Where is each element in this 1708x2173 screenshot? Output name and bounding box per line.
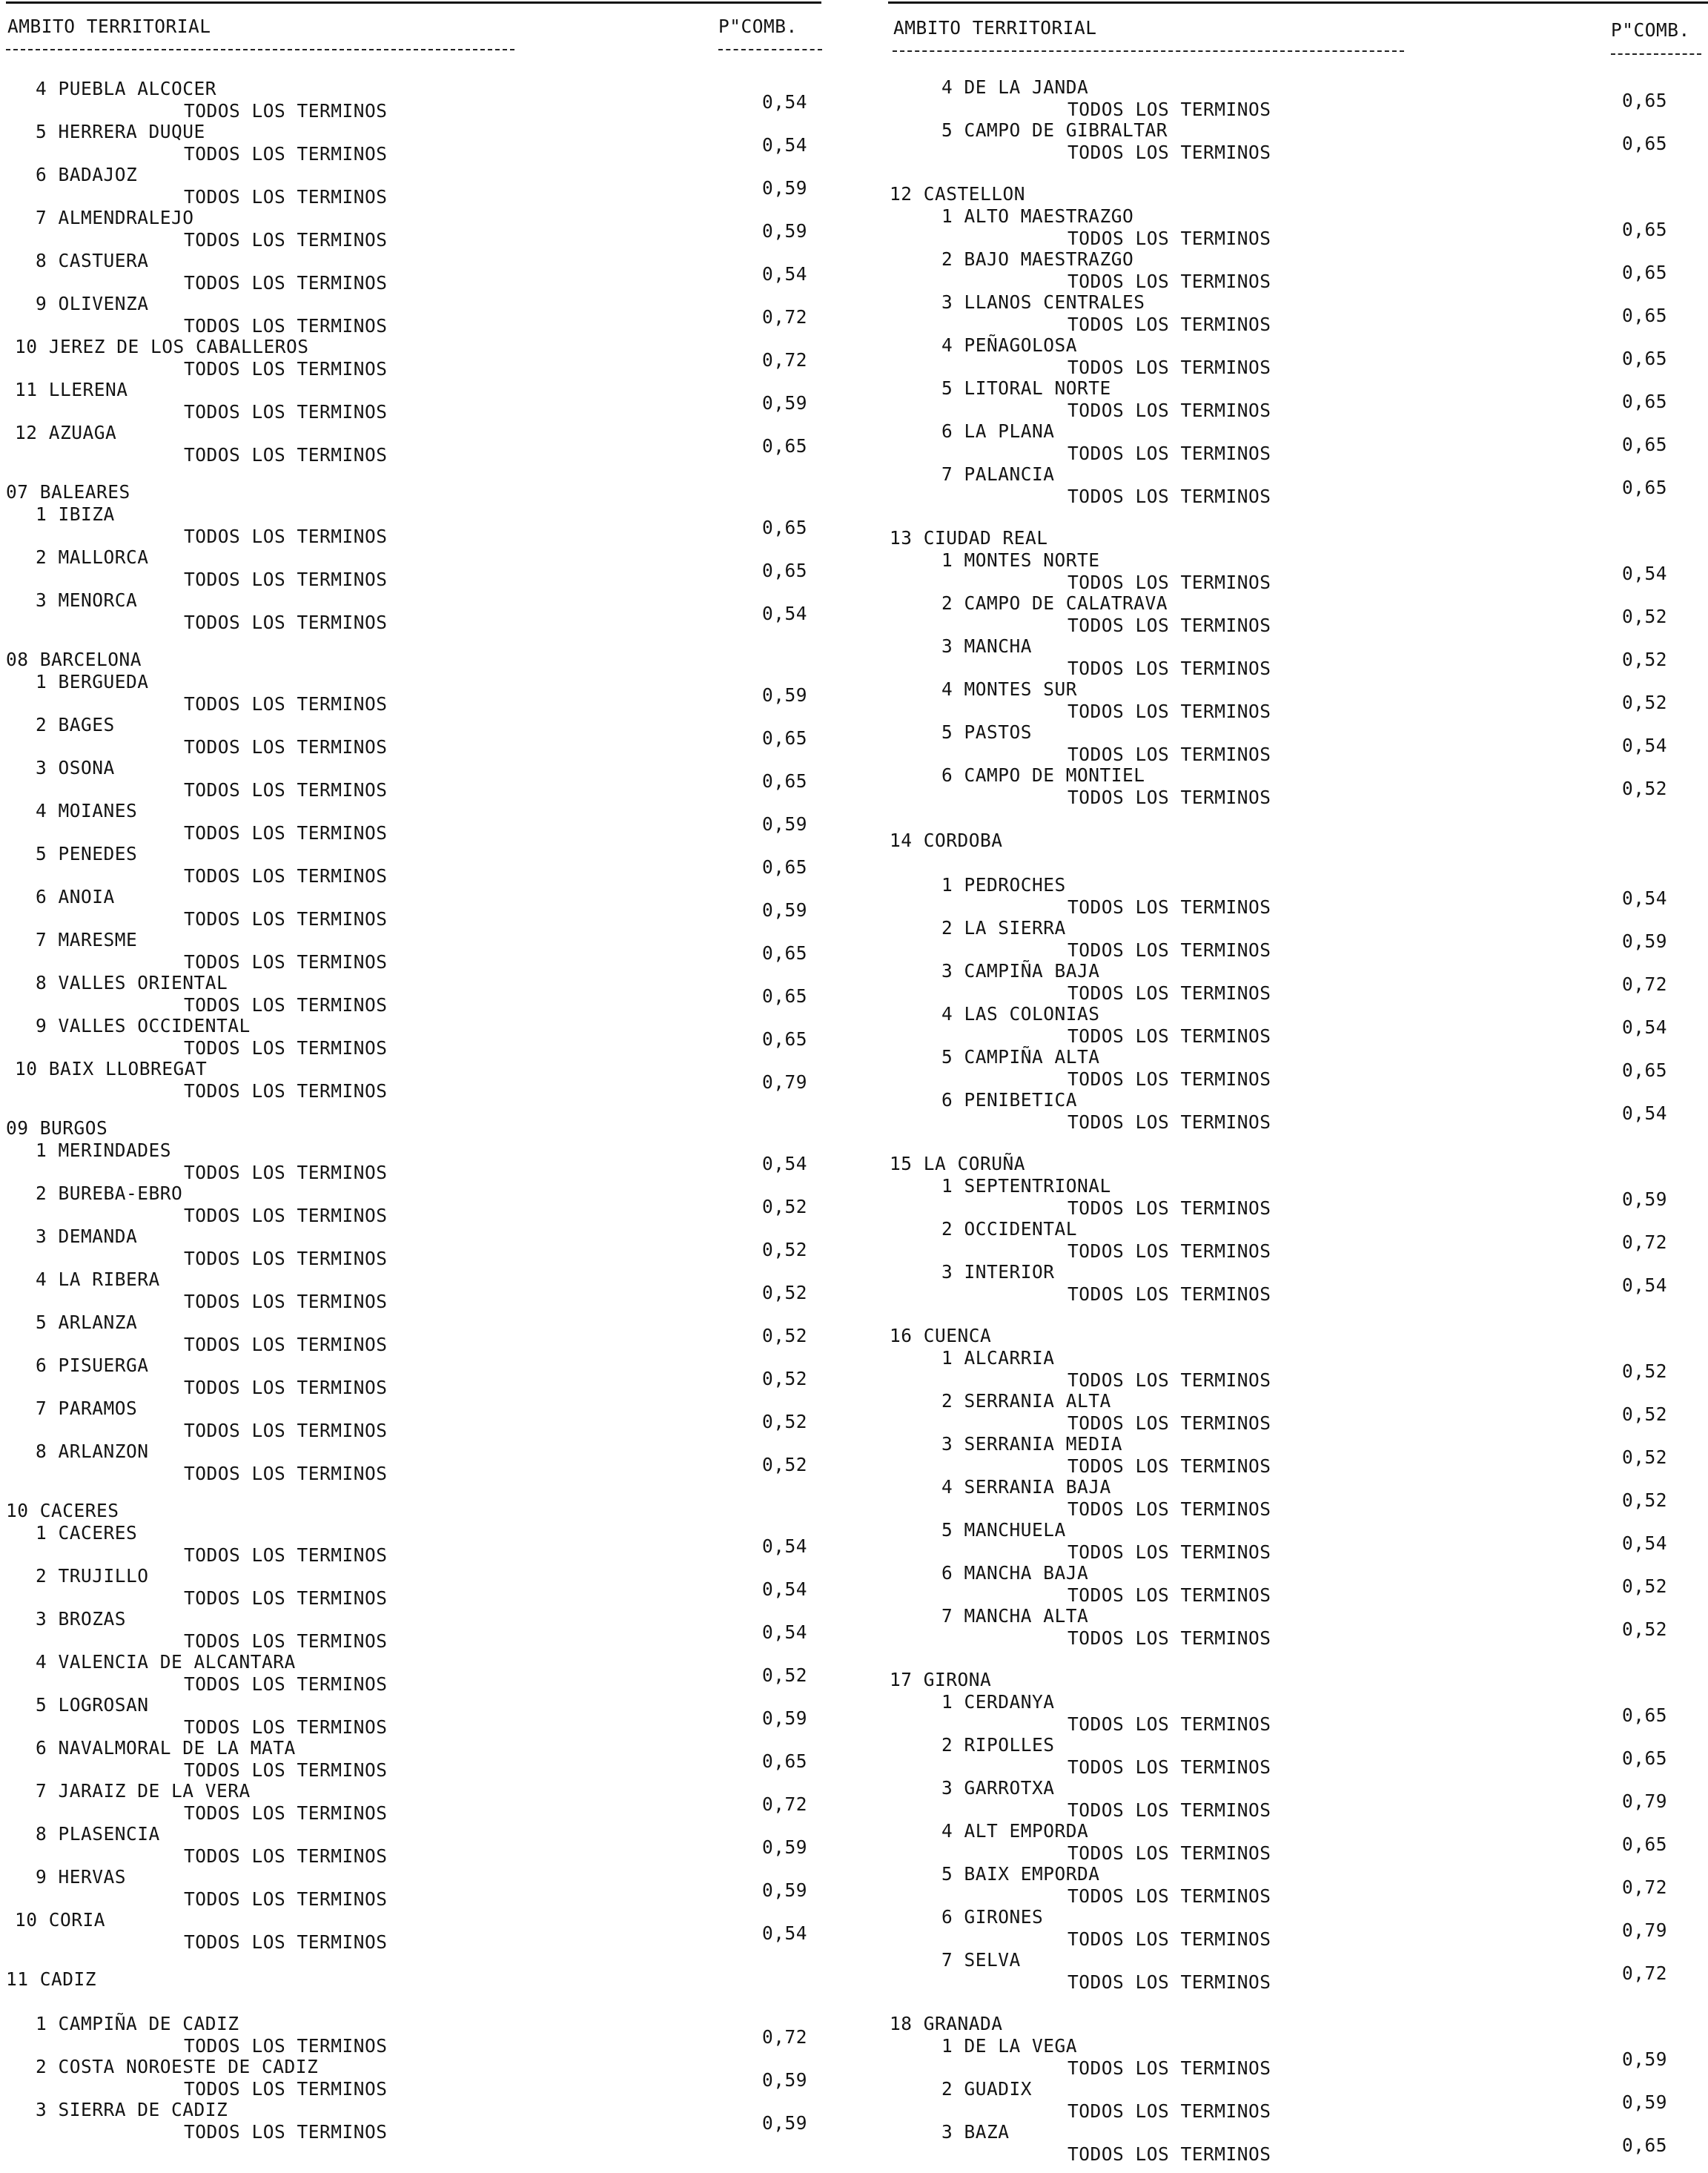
coefficient-value: 0,59 (762, 220, 808, 242)
coefficient-value: 0,65 (1622, 477, 1668, 498)
todos-los-terminos-label: TODOS LOS TERMINOS (184, 1759, 388, 1781)
coefficient-value: 0,52 (762, 1664, 808, 1686)
region-label: 8 ARLANZON (36, 1441, 149, 1462)
region-label: 2 LA SIERRA (941, 917, 1066, 939)
coefficient-value: 0,59 (762, 813, 808, 835)
todos-los-terminos-label: TODOS LOS TERMINOS (184, 143, 388, 165)
region-label: 4 MONTES SUR (941, 678, 1078, 700)
province-heading: 16 CUENCA (890, 1325, 992, 1346)
region-label: 4 SERRANIA BAJA (941, 1476, 1111, 1498)
todos-los-terminos-label: TODOS LOS TERMINOS (184, 1377, 388, 1398)
coefficient-value: 0,59 (762, 392, 808, 414)
coefficient-value: 0,52 (762, 1411, 808, 1432)
region-label: 1 CERDANYA (941, 1691, 1055, 1713)
region-label: 2 MALLORCA (36, 546, 149, 568)
region-label: 7 MANCHA ALTA (941, 1605, 1089, 1627)
todos-los-terminos-label: TODOS LOS TERMINOS (1068, 1756, 1271, 1778)
region-label: 6 PENIBETICA (941, 1089, 1078, 1111)
todos-los-terminos-label: TODOS LOS TERMINOS (1068, 400, 1271, 421)
coefficient-value: 0,54 (1622, 1102, 1668, 1124)
coefficient-value: 0,72 (1622, 973, 1668, 995)
region-label: 1 IBIZA (36, 503, 115, 525)
region-label: 6 LA PLANA (941, 420, 1055, 442)
todos-los-terminos-label: TODOS LOS TERMINOS (1068, 1541, 1271, 1563)
region-label: 6 PISUERGA (36, 1355, 149, 1376)
todos-los-terminos-label: TODOS LOS TERMINOS (1068, 982, 1271, 1004)
coefficient-value: 0,52 (1622, 1489, 1668, 1511)
todos-los-terminos-label: TODOS LOS TERMINOS (1068, 228, 1271, 249)
header-ambito: AMBITO TERRITORIAL (893, 17, 1097, 39)
region-label: 2 GUADIX (941, 2078, 1033, 2100)
todos-los-terminos-label: TODOS LOS TERMINOS (184, 1630, 388, 1652)
header-underline (6, 49, 514, 50)
header-underline (718, 49, 822, 50)
coefficient-value: 0,54 (762, 1153, 808, 1174)
region-label: 4 LAS COLONIAS (941, 1003, 1100, 1025)
coefficient-value: 0,52 (1622, 778, 1668, 799)
todos-los-terminos-label: TODOS LOS TERMINOS (184, 315, 388, 337)
header-pcomb: P"COMB. (718, 16, 798, 37)
top-rule (888, 1, 1708, 4)
todos-los-terminos-label: TODOS LOS TERMINOS (1068, 1240, 1271, 1262)
region-label: 6 CAMPO DE MONTIEL (941, 764, 1145, 786)
region-label: 4 PEÑAGOLOSA (941, 334, 1078, 356)
coefficient-value: 0,52 (762, 1454, 808, 1475)
region-label: 1 CAMPIÑA DE CADIZ (36, 2013, 239, 2034)
region-label: 12 AZUAGA (15, 422, 117, 443)
region-label: 5 CAMPO DE GIBRALTAR (941, 119, 1168, 141)
todos-los-terminos-label: TODOS LOS TERMINOS (184, 612, 388, 633)
todos-los-terminos-label: TODOS LOS TERMINOS (1068, 1799, 1271, 1821)
todos-los-terminos-label: TODOS LOS TERMINOS (1068, 1111, 1271, 1133)
region-label: 5 MANCHUELA (941, 1519, 1066, 1541)
header-pcomb: P"COMB. (1611, 19, 1690, 41)
region-label: 6 BADAJOZ (36, 164, 138, 185)
coefficient-value: 0,65 (762, 856, 808, 878)
todos-los-terminos-label: TODOS LOS TERMINOS (1068, 443, 1271, 464)
coefficient-value: 0,52 (1622, 1446, 1668, 1468)
coefficient-value: 0,59 (762, 2112, 808, 2134)
coefficient-value: 0,59 (762, 899, 808, 921)
todos-los-terminos-label: TODOS LOS TERMINOS (1068, 787, 1271, 808)
todos-los-terminos-label: TODOS LOS TERMINOS (1068, 271, 1271, 292)
left-column (0, 0, 830, 2173)
coefficient-value: 0,54 (762, 1578, 808, 1600)
coefficient-value: 0,52 (1622, 1403, 1668, 1425)
region-label: 2 BUREBA-EBRO (36, 1183, 183, 1204)
coefficient-value: 0,65 (762, 770, 808, 792)
province-heading: 09 BURGOS (6, 1117, 108, 1139)
todos-los-terminos-label: TODOS LOS TERMINOS (184, 1673, 388, 1695)
coefficient-value: 0,65 (1622, 1747, 1668, 1769)
todos-los-terminos-label: TODOS LOS TERMINOS (184, 865, 388, 887)
coefficient-value: 0,65 (762, 560, 808, 581)
coefficient-value: 0,52 (762, 1325, 808, 1346)
region-label: 3 INTERIOR (941, 1261, 1055, 1283)
coefficient-value: 0,54 (1622, 1016, 1668, 1038)
todos-los-terminos-label: TODOS LOS TERMINOS (184, 1420, 388, 1441)
region-label: 7 MARESME (36, 929, 138, 950)
region-label: 11 LLERENA (15, 379, 128, 400)
region-label: 2 TRUJILLO (36, 1565, 149, 1587)
todos-los-terminos-label: TODOS LOS TERMINOS (184, 186, 388, 208)
coefficient-value: 0,59 (1622, 2091, 1668, 2113)
todos-los-terminos-label: TODOS LOS TERMINOS (1068, 1197, 1271, 1219)
todos-los-terminos-label: TODOS LOS TERMINOS (1068, 1928, 1271, 1950)
coefficient-value: 0,54 (1622, 887, 1668, 909)
coefficient-value: 0,65 (1622, 90, 1668, 111)
coefficient-value: 0,52 (762, 1239, 808, 1260)
region-label: 10 BAIX LLOBREGAT (15, 1058, 208, 1079)
coefficient-value: 0,65 (762, 1028, 808, 1050)
todos-los-terminos-label: TODOS LOS TERMINOS (1068, 1885, 1271, 1907)
todos-los-terminos-label: TODOS LOS TERMINOS (184, 908, 388, 930)
region-label: 3 OSONA (36, 757, 115, 778)
region-label: 7 PARAMOS (36, 1398, 138, 1419)
coefficient-value: 0,72 (762, 1793, 808, 1815)
todos-los-terminos-label: TODOS LOS TERMINOS (1068, 658, 1271, 679)
region-label: 2 OCCIDENTAL (941, 1218, 1078, 1240)
coefficient-value: 0,52 (1622, 1575, 1668, 1597)
region-label: 2 SERRANIA ALTA (941, 1390, 1111, 1412)
region-label: 2 BAGES (36, 714, 115, 735)
region-label: 4 MOIANES (36, 800, 138, 821)
coefficient-value: 0,65 (762, 517, 808, 538)
region-label: 7 PALANCIA (941, 463, 1055, 485)
coefficient-value: 0,65 (1622, 133, 1668, 154)
region-label: 3 CAMPIÑA BAJA (941, 960, 1100, 982)
region-label: 1 MONTES NORTE (941, 549, 1100, 571)
region-label: 2 BAJO MAESTRAZGO (941, 248, 1134, 270)
todos-los-terminos-label: TODOS LOS TERMINOS (184, 401, 388, 423)
coefficient-value: 0,72 (1622, 1962, 1668, 1984)
todos-los-terminos-label: TODOS LOS TERMINOS (1068, 1455, 1271, 1477)
coefficient-value: 0,54 (762, 603, 808, 624)
todos-los-terminos-label: TODOS LOS TERMINOS (184, 1291, 388, 1312)
coefficient-value: 0,52 (1622, 606, 1668, 627)
todos-los-terminos-label: TODOS LOS TERMINOS (184, 693, 388, 715)
coefficient-value: 0,59 (762, 1707, 808, 1729)
region-label: 7 ALMENDRALEJO (36, 207, 194, 228)
region-label: 4 VALENCIA DE ALCANTARA (36, 1651, 296, 1673)
region-label: 3 GARROTXA (941, 1777, 1055, 1799)
region-label: 5 LOGROSAN (36, 1694, 149, 1716)
todos-los-terminos-label: TODOS LOS TERMINOS (1068, 1498, 1271, 1520)
coefficient-value: 0,79 (1622, 1790, 1668, 1812)
todos-los-terminos-label: TODOS LOS TERMINOS (184, 1080, 388, 1102)
coefficient-value: 0,79 (762, 1071, 808, 1093)
coefficient-value: 0,72 (1622, 1876, 1668, 1898)
coefficient-value: 0,59 (762, 177, 808, 199)
region-label: 5 CAMPIÑA ALTA (941, 1046, 1100, 1068)
todos-los-terminos-label: TODOS LOS TERMINOS (1068, 1627, 1271, 1649)
province-heading: 14 CORDOBA (890, 830, 1003, 851)
coefficient-value: 0,59 (1622, 1188, 1668, 1210)
todos-los-terminos-label: TODOS LOS TERMINOS (184, 2035, 388, 2057)
coefficient-value: 0,65 (1622, 305, 1668, 326)
todos-los-terminos-label: TODOS LOS TERMINOS (184, 1544, 388, 1566)
coefficient-value: 0,54 (762, 91, 808, 113)
todos-los-terminos-label: TODOS LOS TERMINOS (1068, 615, 1271, 636)
right-column (882, 0, 1708, 2173)
coefficient-value: 0,65 (762, 942, 808, 964)
coefficient-value: 0,54 (1622, 1274, 1668, 1296)
coefficient-value: 0,52 (1622, 692, 1668, 713)
region-label: 4 DE LA JANDA (941, 76, 1089, 98)
region-label: 1 PEDROCHES (941, 874, 1066, 896)
coefficient-value: 0,65 (762, 1750, 808, 1772)
region-label: 2 CAMPO DE CALATRAVA (941, 592, 1168, 614)
todos-los-terminos-label: TODOS LOS TERMINOS (184, 272, 388, 294)
coefficient-value: 0,54 (1622, 1532, 1668, 1554)
coefficient-value: 0,59 (1622, 930, 1668, 952)
coefficient-value: 0,65 (1622, 434, 1668, 455)
coefficient-value: 0,65 (1622, 1059, 1668, 1081)
todos-los-terminos-label: TODOS LOS TERMINOS (184, 736, 388, 758)
coefficient-value: 0,52 (1622, 1360, 1668, 1382)
province-heading: 17 GIRONA (890, 1669, 992, 1690)
region-label: 2 RIPOLLES (941, 1734, 1055, 1756)
todos-los-terminos-label: TODOS LOS TERMINOS (184, 358, 388, 380)
todos-los-terminos-label: TODOS LOS TERMINOS (1068, 1068, 1271, 1090)
region-label: 3 SIERRA DE CADIZ (36, 2099, 228, 2120)
todos-los-terminos-label: TODOS LOS TERMINOS (1068, 1412, 1271, 1434)
region-label: 4 LA RIBERA (36, 1269, 160, 1290)
todos-los-terminos-label: TODOS LOS TERMINOS (184, 1205, 388, 1226)
todos-los-terminos-label: TODOS LOS TERMINOS (184, 2078, 388, 2100)
region-label: 6 ANOIA (36, 886, 115, 907)
region-label: 1 DE LA VEGA (941, 2035, 1078, 2057)
coefficient-value: 0,52 (1622, 1618, 1668, 1640)
coefficient-value: 0,54 (762, 263, 808, 285)
region-label: 3 DEMANDA (36, 1226, 138, 1247)
province-heading: 10 CACERES (6, 1500, 119, 1521)
todos-los-terminos-label: TODOS LOS TERMINOS (1068, 744, 1271, 765)
coefficient-value: 0,59 (1622, 2048, 1668, 2070)
todos-los-terminos-label: TODOS LOS TERMINOS (1068, 357, 1271, 378)
coefficient-value: 0,54 (1622, 563, 1668, 584)
coefficient-value: 0,65 (762, 727, 808, 749)
todos-los-terminos-label: TODOS LOS TERMINOS (1068, 1713, 1271, 1735)
todos-los-terminos-label: TODOS LOS TERMINOS (1068, 99, 1271, 120)
todos-los-terminos-label: TODOS LOS TERMINOS (184, 1845, 388, 1867)
coefficient-value: 0,54 (762, 1621, 808, 1643)
region-label: 2 COSTA NOROESTE DE CADIZ (36, 2056, 319, 2077)
header-underline (893, 50, 1404, 52)
province-heading: 13 CIUDAD REAL (890, 527, 1048, 549)
coefficient-value: 0,72 (762, 306, 808, 328)
coefficient-value: 0,59 (762, 2069, 808, 2091)
todos-los-terminos-label: TODOS LOS TERMINOS (1068, 1971, 1271, 1993)
region-label: 3 BROZAS (36, 1608, 127, 1630)
coefficient-value: 0,59 (762, 1836, 808, 1858)
region-label: 8 VALLES ORIENTAL (36, 972, 228, 993)
todos-los-terminos-label: TODOS LOS TERMINOS (1068, 2143, 1271, 2165)
todos-los-terminos-label: TODOS LOS TERMINOS (1068, 1025, 1271, 1047)
region-label: 4 PUEBLA ALCOCER (36, 78, 217, 99)
todos-los-terminos-label: TODOS LOS TERMINOS (1068, 1369, 1271, 1391)
todos-los-terminos-label: TODOS LOS TERMINOS (184, 444, 388, 466)
top-rule (6, 1, 821, 4)
todos-los-terminos-label: TODOS LOS TERMINOS (184, 1802, 388, 1824)
todos-los-terminos-label: TODOS LOS TERMINOS (184, 951, 388, 973)
region-label: 5 ARLANZA (36, 1312, 138, 1333)
coefficient-value: 0,59 (762, 1879, 808, 1901)
todos-los-terminos-label: TODOS LOS TERMINOS (184, 1248, 388, 1269)
coefficient-value: 0,65 (762, 435, 808, 457)
region-label: 9 VALLES OCCIDENTAL (36, 1015, 251, 1036)
coefficient-value: 0,52 (1622, 649, 1668, 670)
coefficient-value: 0,54 (762, 134, 808, 156)
coefficient-value: 0,65 (1622, 391, 1668, 412)
region-label: 1 BERGUEDA (36, 671, 149, 692)
coefficient-value: 0,79 (1622, 1919, 1668, 1941)
region-label: 6 NAVALMORAL DE LA MATA (36, 1737, 296, 1759)
region-label: 4 ALT EMPORDA (941, 1820, 1089, 1842)
coefficient-value: 0,54 (762, 1535, 808, 1557)
region-label: 3 MENORCA (36, 589, 138, 611)
region-label: 1 MERINDADES (36, 1140, 172, 1161)
coefficient-value: 0,72 (762, 349, 808, 371)
todos-los-terminos-label: TODOS LOS TERMINOS (1068, 486, 1271, 507)
todos-los-terminos-label: TODOS LOS TERMINOS (184, 1162, 388, 1183)
coefficient-value: 0,52 (762, 1282, 808, 1303)
todos-los-terminos-label: TODOS LOS TERMINOS (1068, 142, 1271, 163)
todos-los-terminos-label: TODOS LOS TERMINOS (1068, 896, 1271, 918)
todos-los-terminos-label: TODOS LOS TERMINOS (184, 2121, 388, 2143)
region-label: 1 CACERES (36, 1522, 138, 1544)
coefficient-value: 0,59 (762, 684, 808, 706)
todos-los-terminos-label: TODOS LOS TERMINOS (184, 100, 388, 122)
todos-los-terminos-label: TODOS LOS TERMINOS (1068, 1283, 1271, 1305)
todos-los-terminos-label: TODOS LOS TERMINOS (184, 779, 388, 801)
todos-los-terminos-label: TODOS LOS TERMINOS (1068, 1584, 1271, 1606)
province-heading: 07 BALEARES (6, 481, 130, 503)
province-heading: 12 CASTELLON (890, 183, 1026, 205)
region-label: 5 HERRERA DUQUE (36, 121, 205, 142)
coefficient-value: 0,72 (1622, 1231, 1668, 1253)
coefficient-value: 0,54 (1622, 735, 1668, 756)
todos-los-terminos-label: TODOS LOS TERMINOS (1068, 572, 1271, 593)
todos-los-terminos-label: TODOS LOS TERMINOS (184, 994, 388, 1016)
region-label: 3 LLANOS CENTRALES (941, 291, 1145, 313)
todos-los-terminos-label: TODOS LOS TERMINOS (184, 229, 388, 251)
coefficient-value: 0,65 (1622, 219, 1668, 240)
coefficient-value: 0,65 (762, 985, 808, 1007)
region-label: 8 PLASENCIA (36, 1823, 160, 1845)
coefficient-value: 0,54 (762, 1922, 808, 1944)
region-label: 5 PENEDES (36, 843, 138, 864)
todos-los-terminos-label: TODOS LOS TERMINOS (184, 822, 388, 844)
region-label: 1 ALCARRIA (941, 1347, 1055, 1369)
header-ambito: AMBITO TERRITORIAL (7, 16, 211, 37)
region-label: 8 CASTUERA (36, 250, 149, 271)
coefficient-value: 0,52 (762, 1368, 808, 1389)
coefficient-value: 0,65 (1622, 262, 1668, 283)
coefficient-value: 0,65 (1622, 1704, 1668, 1726)
region-label: 6 MANCHA BAJA (941, 1562, 1089, 1584)
todos-los-terminos-label: TODOS LOS TERMINOS (1068, 2057, 1271, 2079)
todos-los-terminos-label: TODOS LOS TERMINOS (1068, 1842, 1271, 1864)
todos-los-terminos-label: TODOS LOS TERMINOS (184, 1463, 388, 1484)
region-label: 5 BAIX EMPORDA (941, 1863, 1100, 1885)
coefficient-value: 0,65 (1622, 348, 1668, 369)
todos-los-terminos-label: TODOS LOS TERMINOS (184, 569, 388, 590)
todos-los-terminos-label: TODOS LOS TERMINOS (184, 526, 388, 547)
region-label: 1 ALTO MAESTRAZGO (941, 205, 1134, 227)
todos-los-terminos-label: TODOS LOS TERMINOS (184, 1888, 388, 1910)
todos-los-terminos-label: TODOS LOS TERMINOS (184, 1587, 388, 1609)
todos-los-terminos-label: TODOS LOS TERMINOS (184, 1931, 388, 1953)
region-label: 3 BAZA (941, 2121, 1010, 2143)
todos-los-terminos-label: TODOS LOS TERMINOS (1068, 701, 1271, 722)
region-label: 9 OLIVENZA (36, 293, 149, 314)
region-label: 5 LITORAL NORTE (941, 377, 1111, 399)
header-underline (1611, 53, 1701, 55)
todos-los-terminos-label: TODOS LOS TERMINOS (1068, 2100, 1271, 2122)
region-label: 5 PASTOS (941, 721, 1033, 743)
region-label: 10 JEREZ DE LOS CABALLEROS (15, 336, 309, 357)
todos-los-terminos-label: TODOS LOS TERMINOS (184, 1716, 388, 1738)
region-label: 9 HERVAS (36, 1866, 127, 1888)
coefficient-value: 0,72 (762, 2026, 808, 2048)
region-label: 3 MANCHA (941, 635, 1033, 657)
todos-los-terminos-label: TODOS LOS TERMINOS (1068, 939, 1271, 961)
region-label: 3 SERRANIA MEDIA (941, 1433, 1123, 1455)
region-label: 1 SEPTENTRIONAL (941, 1175, 1111, 1197)
province-heading: 11 CADIZ (6, 1968, 97, 1990)
coefficient-value: 0,65 (1622, 1833, 1668, 1855)
coefficient-value: 0,65 (1622, 2134, 1668, 2156)
province-heading: 08 BARCELONA (6, 649, 142, 670)
region-label: 7 JARAIZ DE LA VERA (36, 1780, 251, 1802)
province-heading: 18 GRANADA (890, 2013, 1003, 2034)
coefficient-value: 0,52 (762, 1196, 808, 1217)
todos-los-terminos-label: TODOS LOS TERMINOS (184, 1334, 388, 1355)
todos-los-terminos-label: TODOS LOS TERMINOS (184, 1037, 388, 1059)
todos-los-terminos-label: TODOS LOS TERMINOS (1068, 314, 1271, 335)
region-label: 10 CORIA (15, 1909, 106, 1931)
region-label: 7 SELVA (941, 1949, 1021, 1971)
region-label: 6 GIRONES (941, 1906, 1044, 1928)
province-heading: 15 LA CORUÑA (890, 1153, 1026, 1174)
